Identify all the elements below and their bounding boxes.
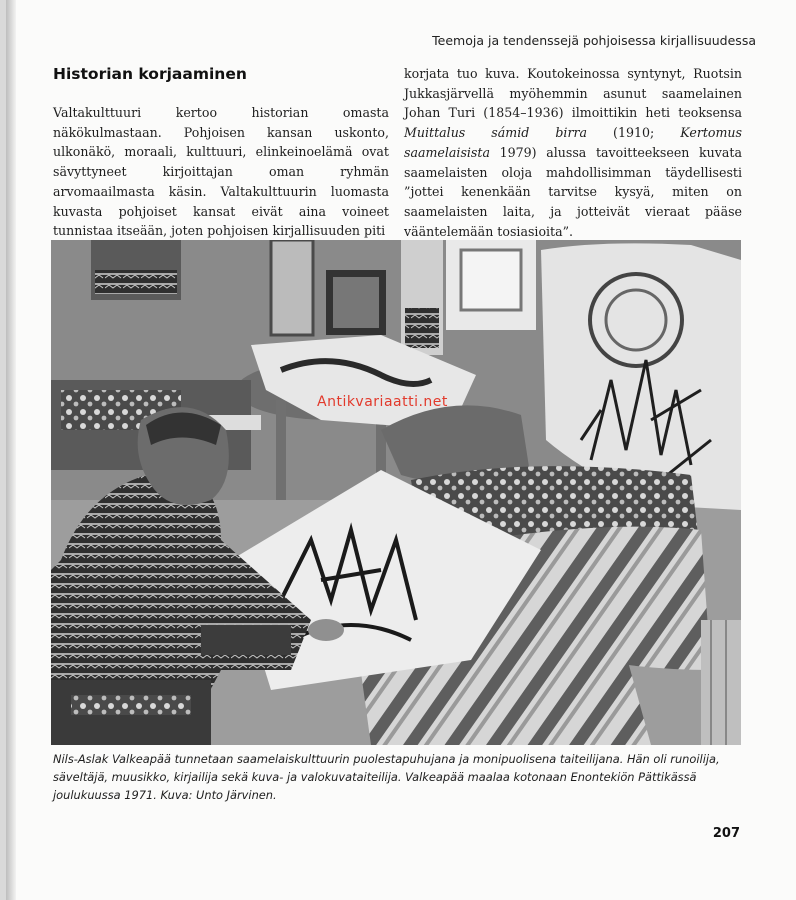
left-column <box>53 64 389 241</box>
watermark: Antikvariaatti.net <box>317 394 448 410</box>
running-header: Teemoja ja tendenssejä pohjoisessa kirjallisuudessa <box>432 33 756 48</box>
right-paragraph <box>404 64 742 241</box>
right-text-part-2: (1910; <box>587 125 681 141</box>
right-text-part-1: korjata tuo kuva. Koutokeinossa syntynyt, Ruotsin Jukkasjärvellä myöhemmin asunut saamelainen Johan Turi (1854–1936) ilmoittikin heti teoksensa <box>404 66 742 121</box>
section-heading: Historian korjaaminen <box>53 65 247 83</box>
page-number: 207 <box>712 826 740 841</box>
page-spine-shadow <box>6 0 16 900</box>
book-page <box>6 0 796 900</box>
left-paragraph: Valtakulttuuri kertoo historian omasta näkökulmastaan. Pohjoisen kansan uskonto, ulkonäkö, moraali, kulttuuri, elinkeinoelämä ovat sävyttyneet kirjoittajan oman ryhmän arvomaailmasta käsin. Valtakulttuurin luomasta kuvasta pohjoiset kansat eivät aina voineet tunnistaa itseään, joten pohjoisen kirjallisuuden piti <box>53 105 389 239</box>
photo-illustration <box>51 240 741 745</box>
book-title-original: Muittalus sámid birra <box>404 125 587 141</box>
right-column <box>404 64 742 241</box>
photo-caption: Nils-Aslak Valkeapää tunnetaan saamelaiskulttuurin puolestapuhujana ja monipuolisena taiteilijana. Hän oli runoilija, säveltäjä, muusikko, kirjailija sekä kuva- ja valokuvataiteilija. Valkeapää maalaa kotonaan Enontekiön Pättikässä joulukuussa 1971. Kuva: Unto Järvinen. <box>53 752 720 802</box>
right-text-part-3: 1979) alussa tavoitteekseen kuvata saamelaisten oloja mahdollisimman täydellisesti ”jottei kenenkään tarvitse kysyä, miten on saamelaisten laita, ja jotteivät vieraat pääse vääntelemään tosiasioita”. <box>404 144 742 239</box>
photograph <box>51 240 741 745</box>
book-title-translation: Kertomus saamelaisista <box>404 125 742 160</box>
